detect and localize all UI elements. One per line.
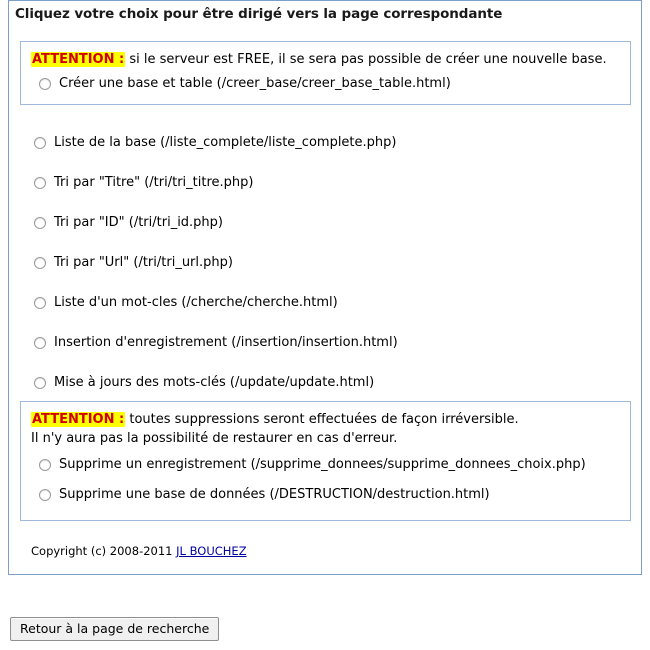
option-liste-mot-cles[interactable] (20, 283, 631, 323)
warning-message-create (21, 42, 630, 68)
attention-label: ATTENTION : (32, 52, 125, 67)
warning-message-delete (21, 402, 630, 428)
option-label: Liste d'un mot-cles (/cherche/cherche.html) (54, 295, 338, 310)
option-liste-base[interactable] (20, 123, 631, 163)
option-supprime-enregistrement[interactable] (21, 457, 630, 473)
option-tri-titre[interactable] (20, 163, 631, 203)
radio-icon[interactable] (39, 489, 51, 501)
radio-icon[interactable] (34, 257, 46, 269)
option-label: Créer une base et table (/creer_base/creer_base_table.html) (59, 76, 451, 91)
radio-icon[interactable] (34, 137, 46, 149)
warning-text: toutes suppressions seront effectuées de façon irréversible. (129, 412, 519, 427)
radio-icon[interactable] (34, 337, 46, 349)
copyright (31, 544, 247, 558)
option-tri-id[interactable] (20, 203, 631, 243)
option-label: Tri par "Url" (/tri/tri_url.php) (54, 255, 233, 270)
warning-box-delete (20, 401, 631, 521)
warning-box-create (20, 41, 631, 105)
option-update-mots-cles[interactable] (20, 363, 631, 403)
option-label: Mise à jours des mots-clés (/update/update.html) (54, 375, 375, 390)
main-panel (8, 0, 642, 575)
attention-label: ATTENTION : (32, 412, 125, 427)
radio-icon[interactable] (34, 377, 46, 389)
radio-icon[interactable] (34, 177, 46, 189)
footer (10, 617, 219, 641)
options-list (20, 123, 631, 403)
page-title: Cliquez votre choix pour être dirigé vers la page correspondante (15, 6, 503, 22)
option-insertion[interactable] (20, 323, 631, 363)
option-label: Tri par "ID" (/tri/tri_id.php) (54, 215, 223, 230)
warning-message-delete-line2: Il n'y aura pas la possibilité de restaurer en cas d'erreur. (31, 431, 398, 446)
option-label: Supprime un enregistrement (/supprime_donnees/supprime_donnees_choix.php) (59, 457, 586, 472)
radio-icon[interactable] (34, 217, 46, 229)
option-tri-url[interactable] (20, 243, 631, 283)
back-to-search-button[interactable]: Retour à la page de recherche (10, 617, 219, 641)
warning-text: si le serveur est FREE, il se sera pas possible de créer une nouvelle base. (129, 52, 607, 67)
radio-icon[interactable] (39, 78, 51, 90)
radio-icon[interactable] (39, 459, 51, 471)
option-label: Supprime une base de données (/DESTRUCTION/destruction.html) (59, 487, 490, 502)
option-creer-base[interactable] (21, 76, 630, 92)
radio-icon[interactable] (34, 297, 46, 309)
option-supprime-base[interactable] (21, 487, 630, 503)
copyright-link[interactable]: JL BOUCHEZ (176, 544, 247, 558)
option-label: Liste de la base (/liste_complete/liste_complete.php) (54, 135, 397, 150)
option-label: Tri par "Titre" (/tri/tri_titre.php) (54, 175, 254, 190)
copyright-text: Copyright (c) 2008-2011 (31, 544, 177, 558)
option-label: Insertion d'enregistrement (/insertion/insertion.html) (54, 335, 398, 350)
